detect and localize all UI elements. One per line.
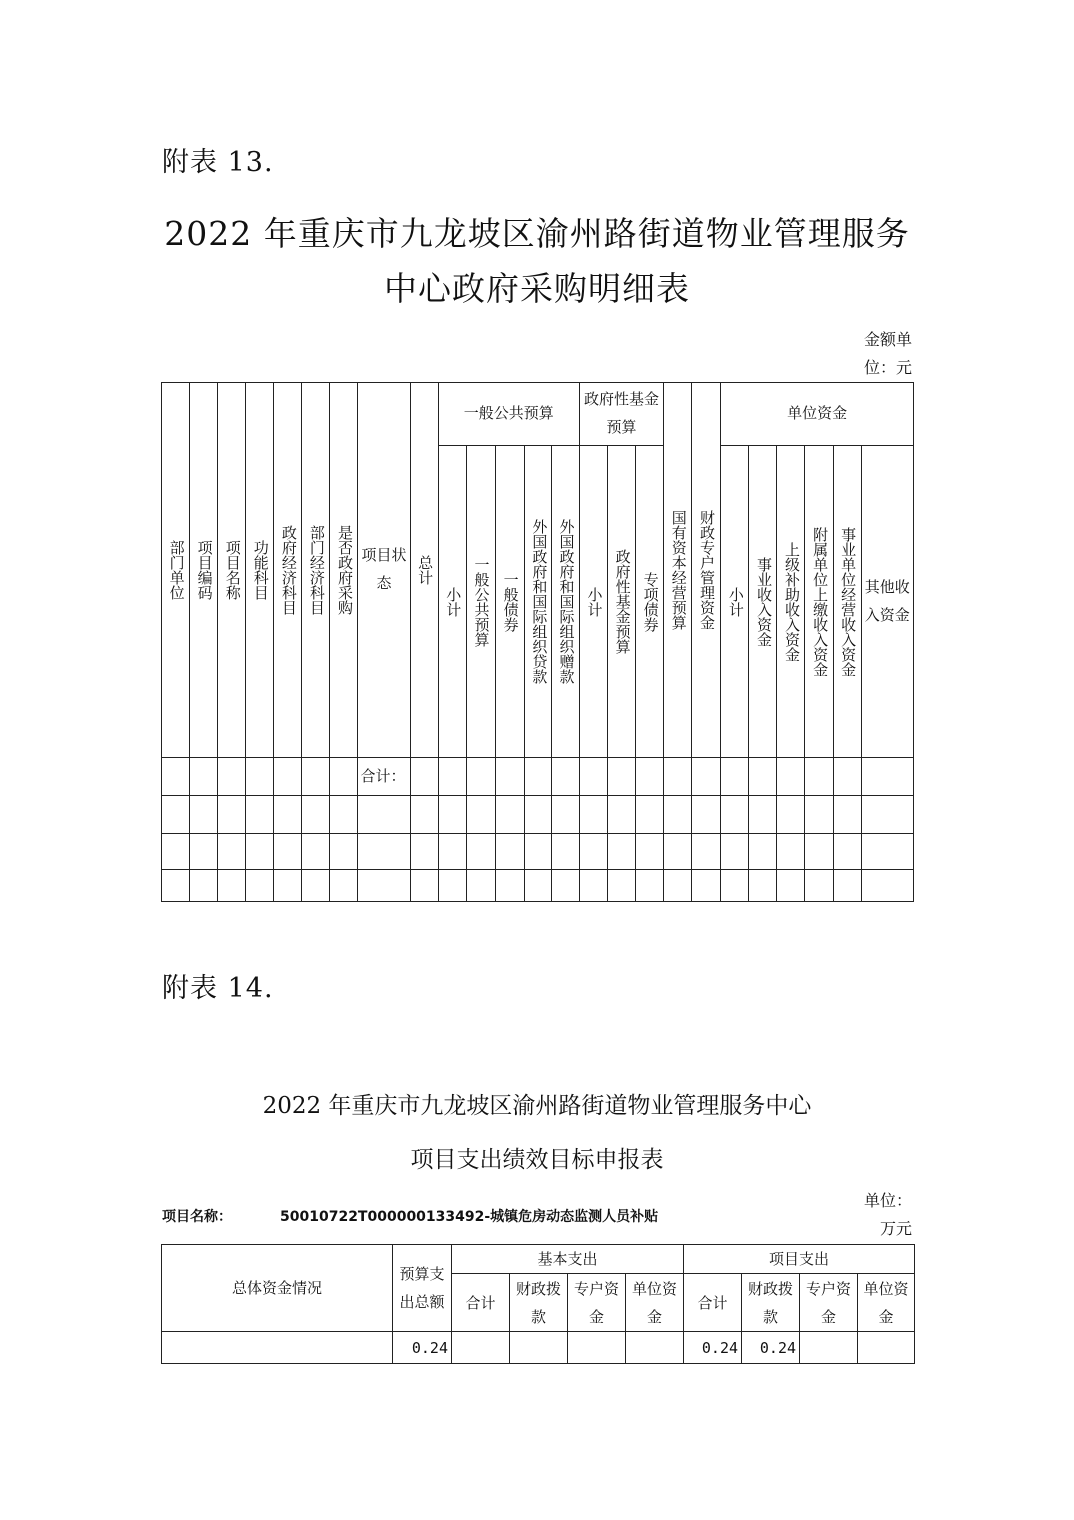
header-business-income: 事业收入资金 [749,446,777,758]
unit-line-1: 金额单 [863,330,912,349]
table-row [162,870,914,902]
basic-unit-header: 单位资金 [626,1274,684,1332]
project-fiscal-value: 0.24 [742,1332,800,1364]
appendix-13-title-line2: 中心政府采购明细表 [384,269,690,308]
procurement-table [161,382,914,902]
header-affiliate-remit: 附属单位上缴收入资金 [805,446,833,758]
appendix-13-unit [800,326,912,382]
unit-line-2: 万元 [879,1219,912,1238]
header-other-income: 其他收入资金 [861,446,913,758]
basic-expense-header: 基本支出 [452,1245,684,1274]
appendix-14-unit [800,1187,912,1243]
header-project-status: 项目状态 [358,383,410,758]
header-unit-subtotal: 小计 [721,446,749,758]
basic-special-header: 专户资金 [568,1274,626,1332]
project-name-label: 项目名称： [162,1209,232,1225]
header-state-capital-budget: 国有资本经营预算 [664,383,692,758]
project-total-value: 0.24 [684,1332,742,1364]
appendix-14-title-line2: 项目支出绩效目标申报表 [410,1147,664,1173]
header-general-public-budget: 一般公共预算 [438,383,579,446]
appendix-13-label: 附表 13. [162,147,274,178]
budget-total-header: 预算支出总额 [393,1245,452,1332]
header-foreign-grant: 外国政府和国际组织赠款 [551,446,579,758]
overall-funds-label: 总体资金情况 [162,1245,393,1332]
header-is-gov-procurement: 是否政府采购 [330,383,358,758]
project-unit-header: 单位资金 [858,1274,915,1332]
performance-table [161,1244,915,1364]
header-project-name: 项目名称 [218,383,246,758]
project-fiscal-header: 财政拨款 [742,1274,800,1332]
header-dept-econ-subject: 部门经济科目 [302,383,330,758]
header-special-bond: 专项债券 [636,446,664,758]
table-row-total [162,758,914,796]
basic-total-header: 合计 [452,1274,510,1332]
project-total-header: 合计 [684,1274,742,1332]
unit-line-1: 单位： [863,1191,912,1210]
table-row [162,1332,915,1364]
header-fund-subtotal: 小计 [579,446,607,758]
header-general-budget: 一般公共预算 [466,446,495,758]
basic-fiscal-header: 财政拨款 [510,1274,568,1332]
header-fund-budget: 政府性基金预算 [608,446,636,758]
total-label: 合计： [358,758,410,796]
budget-total-value: 0.24 [393,1332,452,1364]
header-unit-funds: 单位资金 [721,383,914,446]
project-special-header: 专户资金 [800,1274,858,1332]
header-grand-total: 总计 [410,383,438,758]
appendix-14-label: 附表 14. [162,973,274,1004]
header-function-subject: 功能科目 [246,383,274,758]
table-row [162,834,914,870]
project-expense-header: 项目支出 [684,1245,915,1274]
header-upper-subsidy: 上级补助收入资金 [777,446,805,758]
unit-line-2: 位：元 [863,358,912,377]
project-name-value: 50010722T000000133492-城镇危房动态监测人员补贴 [280,1209,659,1225]
appendix-14-title-line1: 2022 年重庆市九龙坡区渝州路街道物业管理服务中心 [262,1093,812,1119]
header-fiscal-special-account: 财政专户管理资金 [692,383,721,758]
header-gov-econ-subject: 政府经济科目 [274,383,302,758]
table-row [162,796,914,834]
header-foreign-loan: 外国政府和国际组织贷款 [524,446,551,758]
header-business-operation: 事业单位经营收入资金 [833,446,861,758]
header-project-code: 项目编码 [190,383,218,758]
header-general-subtotal: 小计 [438,446,466,758]
header-general-bond: 一般债券 [495,446,524,758]
header-dept-unit: 部门单位 [162,383,190,758]
header-gov-fund-budget: 政府性基金预算 [579,383,663,446]
appendix-13-title-line1: 2022 年重庆市九龙坡区渝州路街道物业管理服务 [164,214,910,253]
